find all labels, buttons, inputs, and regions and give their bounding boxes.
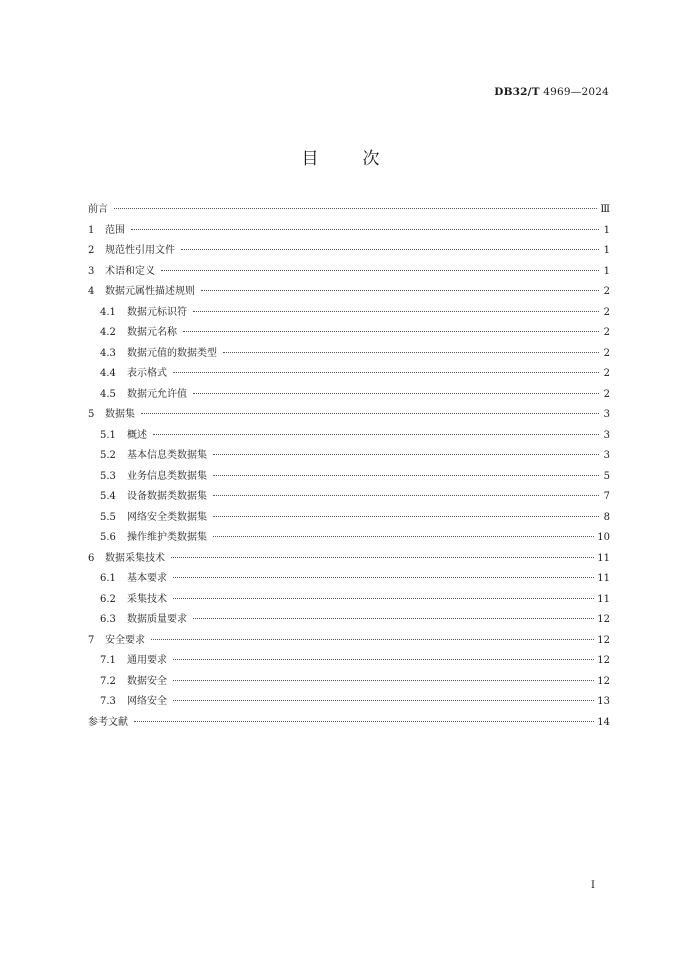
toc-entry[interactable] (88, 385, 610, 406)
toc-entry-number: 3 (88, 265, 95, 277)
toc-entry-label: 采集技术 (127, 593, 167, 605)
toc-leader-dots (173, 659, 594, 660)
toc-entry-label: 数据元名称 (127, 327, 177, 338)
toc-leader-dots (213, 516, 599, 517)
toc-entry-page: 1 (603, 224, 610, 236)
toc-entry-label: 术语和定义 (105, 265, 155, 277)
toc-entry-label: 通用要求 (127, 655, 167, 666)
toc-entry-page: 13 (597, 696, 610, 707)
toc-entry-page: 1 (603, 265, 610, 277)
toc-entry-page: 2 (603, 327, 610, 338)
toc-entry-label: 安全要求 (105, 634, 145, 646)
document-code (494, 86, 609, 98)
toc-entry-page: 12 (597, 614, 610, 625)
toc-leader-dots (223, 352, 599, 353)
toc-entry[interactable] (88, 467, 610, 488)
toc-leader-dots (131, 229, 599, 230)
toc-entry-page: 3 (603, 450, 610, 461)
toc-entry-label: 网络安全类数据集 (127, 511, 207, 523)
toc-leader-dots (213, 475, 599, 476)
toc-leader-dots (173, 577, 594, 578)
toc-entry-number: 2 (88, 245, 95, 256)
toc-entry-number: 6.3 (100, 614, 116, 625)
footer-page-number: I (591, 880, 595, 891)
toc-entry-label: 设备数据类数据集 (127, 491, 207, 502)
toc-entry[interactable] (88, 241, 610, 262)
toc-entry-number: 6.1 (100, 573, 116, 584)
toc-entry[interactable] (88, 282, 610, 303)
table-of-contents (88, 200, 610, 733)
toc-entry-label: 表示格式 (127, 368, 167, 379)
toc-title (0, 144, 681, 169)
toc-leader-dots (173, 372, 599, 373)
toc-entry-label: 操作维护类数据集 (127, 532, 207, 543)
toc-entry-page: 2 (603, 286, 610, 297)
toc-title-char-2: 次 (362, 149, 380, 169)
toc-entry-label: 数据集 (105, 409, 135, 420)
toc-entry-page: Ⅲ (600, 204, 610, 215)
toc-entry-number: 7.1 (100, 655, 116, 666)
toc-entry[interactable] (88, 200, 610, 221)
toc-entry-page: 11 (597, 552, 610, 564)
toc-leader-dots (183, 331, 599, 332)
toc-entry[interactable] (88, 344, 610, 365)
toc-leader-dots (151, 639, 594, 640)
toc-entry-number: 4.2 (100, 327, 116, 338)
toc-entry-page: 11 (597, 573, 610, 584)
toc-leader-dots (213, 495, 599, 496)
toc-entry-label: 前言 (88, 204, 108, 215)
toc-entry[interactable] (88, 528, 610, 549)
toc-entry-number: 7 (88, 634, 95, 646)
toc-entry-page: 7 (603, 491, 610, 502)
toc-entry-number: 5.5 (100, 511, 116, 523)
toc-entry-number: 7.2 (100, 675, 116, 687)
toc-entry[interactable] (88, 651, 610, 672)
toc-entry-page: 2 (603, 388, 610, 400)
toc-leader-dots (193, 618, 594, 619)
toc-entry-page: 2 (603, 347, 610, 359)
toc-entry-number: 6.2 (100, 593, 116, 605)
toc-entry-number: 1 (88, 224, 95, 236)
toc-entry-number: 4.3 (100, 347, 116, 359)
toc-entry-label: 概述 (127, 429, 147, 441)
toc-leader-dots (201, 290, 599, 291)
toc-entry-page: 14 (597, 716, 610, 728)
toc-leader-dots (181, 249, 599, 250)
toc-leader-dots (171, 557, 594, 558)
toc-entry-page: 3 (603, 429, 610, 441)
toc-entry-label: 数据元允许值 (127, 388, 187, 400)
toc-entry-number: 5.2 (100, 450, 116, 461)
toc-entry-page: 12 (597, 655, 610, 666)
toc-leader-dots (134, 721, 594, 722)
toc-entry-number: 5.6 (100, 532, 116, 543)
toc-entry-page: 8 (603, 511, 610, 523)
toc-entry-label: 业务信息类数据集 (127, 470, 207, 482)
toc-leader-dots (153, 434, 599, 435)
toc-entry[interactable] (88, 590, 610, 611)
toc-entry[interactable] (88, 446, 610, 467)
toc-entry[interactable] (88, 426, 610, 447)
toc-entry[interactable] (88, 549, 610, 570)
toc-entry-label: 网络安全 (127, 696, 167, 707)
toc-entry[interactable] (88, 569, 610, 590)
toc-entry[interactable] (88, 262, 610, 283)
toc-entry-page: 3 (603, 409, 610, 420)
toc-entry-label: 数据安全 (127, 675, 167, 687)
toc-leader-dots (173, 598, 594, 599)
toc-entry-number: 4.5 (100, 388, 116, 400)
toc-entry-number: 4.4 (100, 368, 116, 379)
toc-entry[interactable] (88, 508, 610, 529)
toc-leader-dots (173, 700, 594, 701)
toc-entry[interactable] (88, 323, 610, 344)
toc-leader-dots (141, 413, 599, 414)
toc-entry[interactable] (88, 610, 610, 631)
toc-entry-page: 10 (597, 532, 610, 543)
toc-entry-label: 范围 (105, 224, 125, 236)
toc-entry-label: 数据采集技术 (105, 552, 165, 564)
toc-leader-dots (193, 311, 599, 312)
toc-entry-label: 数据元值的数据类型 (127, 347, 217, 359)
toc-entry-number: 5.1 (100, 429, 116, 441)
toc-entry-page: 2 (603, 306, 610, 318)
toc-leader-dots (161, 270, 599, 271)
toc-entry-label: 数据质量要求 (127, 614, 187, 625)
toc-leader-dots (213, 536, 594, 537)
toc-entry-label: 基本要求 (127, 573, 167, 584)
toc-entry[interactable] (88, 631, 610, 652)
toc-entry[interactable] (88, 405, 610, 426)
toc-entry-page: 1 (603, 245, 610, 256)
toc-entry-label: 规范性引用文件 (105, 245, 175, 256)
toc-entry-number: 5.3 (100, 470, 116, 482)
toc-entry-label: 数据元标识符 (127, 306, 187, 318)
document-code-number: 4969—2024 (539, 86, 609, 98)
toc-leader-dots (173, 680, 594, 681)
toc-entry[interactable] (88, 364, 610, 385)
toc-leader-dots (213, 454, 599, 455)
toc-entry[interactable] (88, 692, 610, 713)
toc-entry-page: 12 (597, 634, 610, 646)
toc-entry-number: 6 (88, 552, 95, 564)
toc-entry[interactable] (88, 487, 610, 508)
toc-entry[interactable] (88, 672, 610, 693)
toc-entry-label: 基本信息类数据集 (127, 450, 207, 461)
document-code-prefix: DB32/T (494, 86, 540, 98)
toc-entry-label: 参考文献 (88, 716, 128, 728)
toc-entry-page: 5 (603, 470, 610, 482)
toc-entry-number: 4.1 (100, 306, 116, 318)
toc-leader-dots (193, 393, 599, 394)
toc-entry-number: 5 (88, 409, 95, 420)
toc-entry-page: 2 (603, 368, 610, 379)
toc-entry-page: 11 (597, 593, 610, 605)
toc-entry[interactable] (88, 303, 610, 324)
toc-entry-number: 5.4 (100, 491, 116, 502)
toc-entry-number: 7.3 (100, 696, 116, 707)
toc-leader-dots (114, 208, 597, 209)
toc-entry[interactable] (88, 713, 610, 734)
toc-entry[interactable] (88, 221, 610, 242)
toc-entry-page: 12 (597, 675, 610, 687)
toc-entry-number: 4 (88, 286, 95, 297)
toc-entry-label: 数据元属性描述规则 (105, 286, 195, 297)
toc-title-char-1: 目 (301, 149, 319, 169)
